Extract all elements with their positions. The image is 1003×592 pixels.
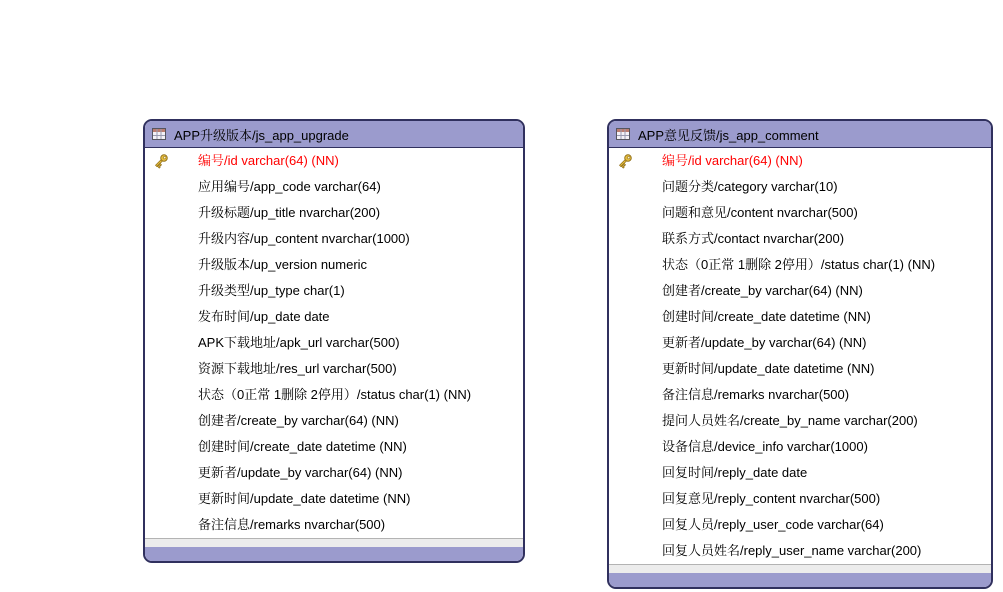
column-label: 升级类型/up_type char(1) [198, 283, 345, 298]
column-label: 更新者/update_by varchar(64) (NN) [662, 335, 867, 350]
column-label: 回复时间/reply_date date [662, 465, 808, 480]
column-row[interactable] [145, 200, 523, 226]
column-row[interactable] [609, 538, 991, 564]
table-footer-bar [145, 547, 523, 561]
column-label: 问题和意见/content nvarchar(500) [662, 205, 858, 220]
table-footer-bar [609, 573, 991, 587]
column-label: 备注信息/remarks nvarchar(500) [662, 387, 850, 402]
column-row[interactable] [145, 356, 523, 382]
table-footer-strip [609, 564, 991, 573]
column-row[interactable] [609, 304, 991, 330]
column-label: APK下载地址/apk_url varchar(500) [198, 335, 400, 350]
column-row[interactable] [609, 330, 991, 356]
column-label: 升级标题/up_title nvarchar(200) [198, 205, 381, 220]
column-label: 状态（0正常 1删除 2停用）/status char(1) (NN) [198, 387, 472, 402]
column-row[interactable] [145, 278, 523, 304]
column-label: 问题分类/category varchar(10) [662, 179, 838, 194]
column-label: 编号/id varchar(64) (NN) [198, 153, 339, 168]
column-row[interactable] [609, 486, 991, 512]
column-label: 创建者/create_by varchar(64) (NN) [198, 413, 399, 428]
column-row[interactable] [145, 512, 523, 538]
column-label: 创建者/create_by varchar(64) (NN) [662, 283, 863, 298]
column-label: 设备信息/device_info varchar(1000) [662, 439, 868, 454]
column-row[interactable] [609, 356, 991, 382]
key-icon [617, 153, 633, 169]
key-icon [153, 153, 169, 169]
table-header[interactable] [609, 121, 991, 148]
column-label: 应用编号/app_code varchar(64) [198, 179, 381, 194]
column-row[interactable] [145, 226, 523, 252]
column-row[interactable] [145, 408, 523, 434]
column-label: 状态（0正常 1删除 2停用）/status char(1) (NN) [662, 257, 936, 272]
column-label: 更新者/update_by varchar(64) (NN) [198, 465, 403, 480]
column-row[interactable] [609, 382, 991, 408]
column-row[interactable] [609, 174, 991, 200]
column-label: 升级内容/up_content nvarchar(1000) [198, 231, 410, 246]
column-label: 回复意见/reply_content nvarchar(500) [662, 491, 881, 506]
column-label: 创建时间/create_date datetime (NN) [662, 309, 871, 324]
column-row[interactable] [609, 226, 991, 252]
column-label: 联系方式/contact nvarchar(200) [662, 231, 845, 246]
column-label: 回复人员/reply_user_code varchar(64) [662, 517, 884, 532]
column-label: 更新时间/update_date datetime (NN) [198, 491, 411, 506]
column-label: 编号/id varchar(64) (NN) [662, 153, 803, 168]
column-row[interactable] [145, 382, 523, 408]
table-columns-list [145, 148, 523, 538]
column-row[interactable] [609, 252, 991, 278]
entity-table-js-app-upgrade[interactable] [143, 119, 525, 563]
column-row[interactable] [609, 200, 991, 226]
table-title: APP意见反馈/js_app_comment [638, 127, 819, 143]
column-row[interactable] [145, 434, 523, 460]
column-row[interactable] [609, 434, 991, 460]
table-title: APP升级版本/js_app_upgrade [174, 127, 349, 143]
column-row[interactable] [609, 512, 991, 538]
column-row[interactable] [145, 252, 523, 278]
table-header[interactable] [145, 121, 523, 148]
column-row[interactable] [145, 304, 523, 330]
column-label: 创建时间/create_date datetime (NN) [198, 439, 407, 454]
table-grid-icon [152, 128, 166, 140]
column-label: 提问人员姓名/create_by_name varchar(200) [662, 413, 918, 428]
entity-table-js-app-comment[interactable] [607, 119, 993, 589]
column-row[interactable] [145, 460, 523, 486]
column-label: 发布时间/up_date date [198, 309, 330, 324]
column-row-primary-key[interactable] [609, 148, 991, 174]
column-label: 资源下载地址/res_url varchar(500) [198, 361, 397, 376]
column-row[interactable] [609, 278, 991, 304]
table-grid-icon [616, 128, 630, 140]
column-row-primary-key[interactable] [145, 148, 523, 174]
column-row[interactable] [145, 174, 523, 200]
column-label: 备注信息/remarks nvarchar(500) [198, 517, 386, 532]
column-row[interactable] [609, 460, 991, 486]
column-label: 升级版本/up_version numeric [198, 257, 368, 272]
column-label: 更新时间/update_date datetime (NN) [662, 361, 875, 376]
table-columns-list [609, 148, 991, 564]
column-row[interactable] [145, 330, 523, 356]
column-label: 回复人员姓名/reply_user_name varchar(200) [662, 543, 922, 558]
column-row[interactable] [145, 486, 523, 512]
column-row[interactable] [609, 408, 991, 434]
table-footer-strip [145, 538, 523, 547]
